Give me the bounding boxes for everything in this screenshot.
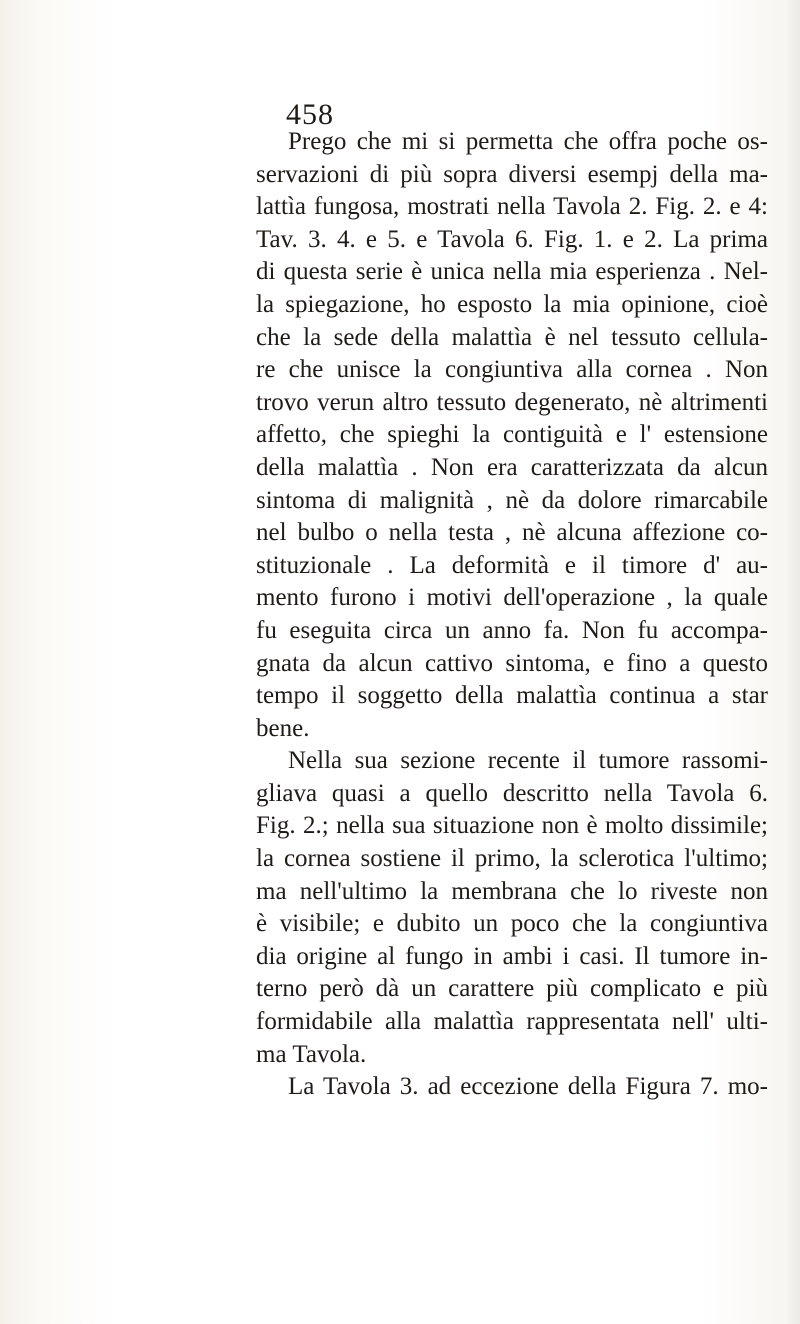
text-line: re che unisce la congiuntiva alla cornea . Non [256,356,768,384]
text-line: tempo il soggetto della malattìa continua a star [256,682,768,710]
text-line: la cornea sostiene il primo, la sclerotica l'ultimo; [256,845,768,873]
text-line: dia origine al fungo in ambi i casi. Il tumore in- [256,942,768,970]
text-line: Fig. 2.; nella sua situazione non è molto dissimile; [256,812,768,840]
text-line: formidabile alla malattìa rappresentata nell' ulti- [256,1008,768,1036]
text-line: nel bulbo o nella testa , nè alcuna affezione co- [256,519,768,547]
text-line: ma Tavola. [256,1040,367,1068]
page-edge-shadow [786,0,800,1324]
text-line: La Tavola 3. ad eccezione della Figura 7. mo- [288,1073,768,1101]
text-line: Nella sua sezione recente il tumore rassomi- [288,747,768,775]
text-line: affetto, che spieghi la contiguità e l' estensione [256,421,768,449]
text-line: terno però dà un carattere più complicato e più [256,975,768,1003]
text-line: Tav. 3. 4. e 5. e Tavola 6. Fig. 1. e 2. La prima [256,225,768,253]
text-line: stituzionale . La deformità e il timore d' au- [256,551,768,579]
text-line: bene. [256,714,310,742]
text-line: lattìa fungosa, mostrati nella Tavola 2. Fig. 2. e 4: [256,193,768,221]
text-line: gliava quasi a quello descritto nella Tavola 6. [256,779,768,807]
text-line: servazioni di più sopra diversi esempj della ma- [256,160,768,188]
text-line: Prego che mi si permetta che offra poche os- [288,128,768,155]
text-line: fu eseguita circa un anno fa. Non fu accompa- [256,616,768,644]
text-line: della malattìa . Non era caratterizzata da alcun [256,453,768,481]
text-line: ma nell'ultimo la membrana che lo riveste non [256,877,768,905]
text-line: mento furono i motivi dell'operazione , la quale [256,584,768,612]
body-text [256,126,768,1104]
text-line: di questa serie è unica nella mia esperienza . Nel- [256,258,768,286]
text-line: gnata da alcun cattivo sintoma, e fino a questo [256,649,768,677]
text-line: sintoma di malignità , nè da dolore rimarcabile [256,486,768,514]
text-line: è visibile; e dubito un poco che la congiuntiva [256,910,768,938]
text-line: trovo verun altro tessuto degenerato, nè altrimenti [256,388,768,416]
page-number: 458 [286,98,334,131]
text-line: che la sede della malattìa è nel tessuto cellula- [256,323,768,351]
text-line: la spiegazione, ho esposto la mia opinione, cioè [256,290,768,318]
